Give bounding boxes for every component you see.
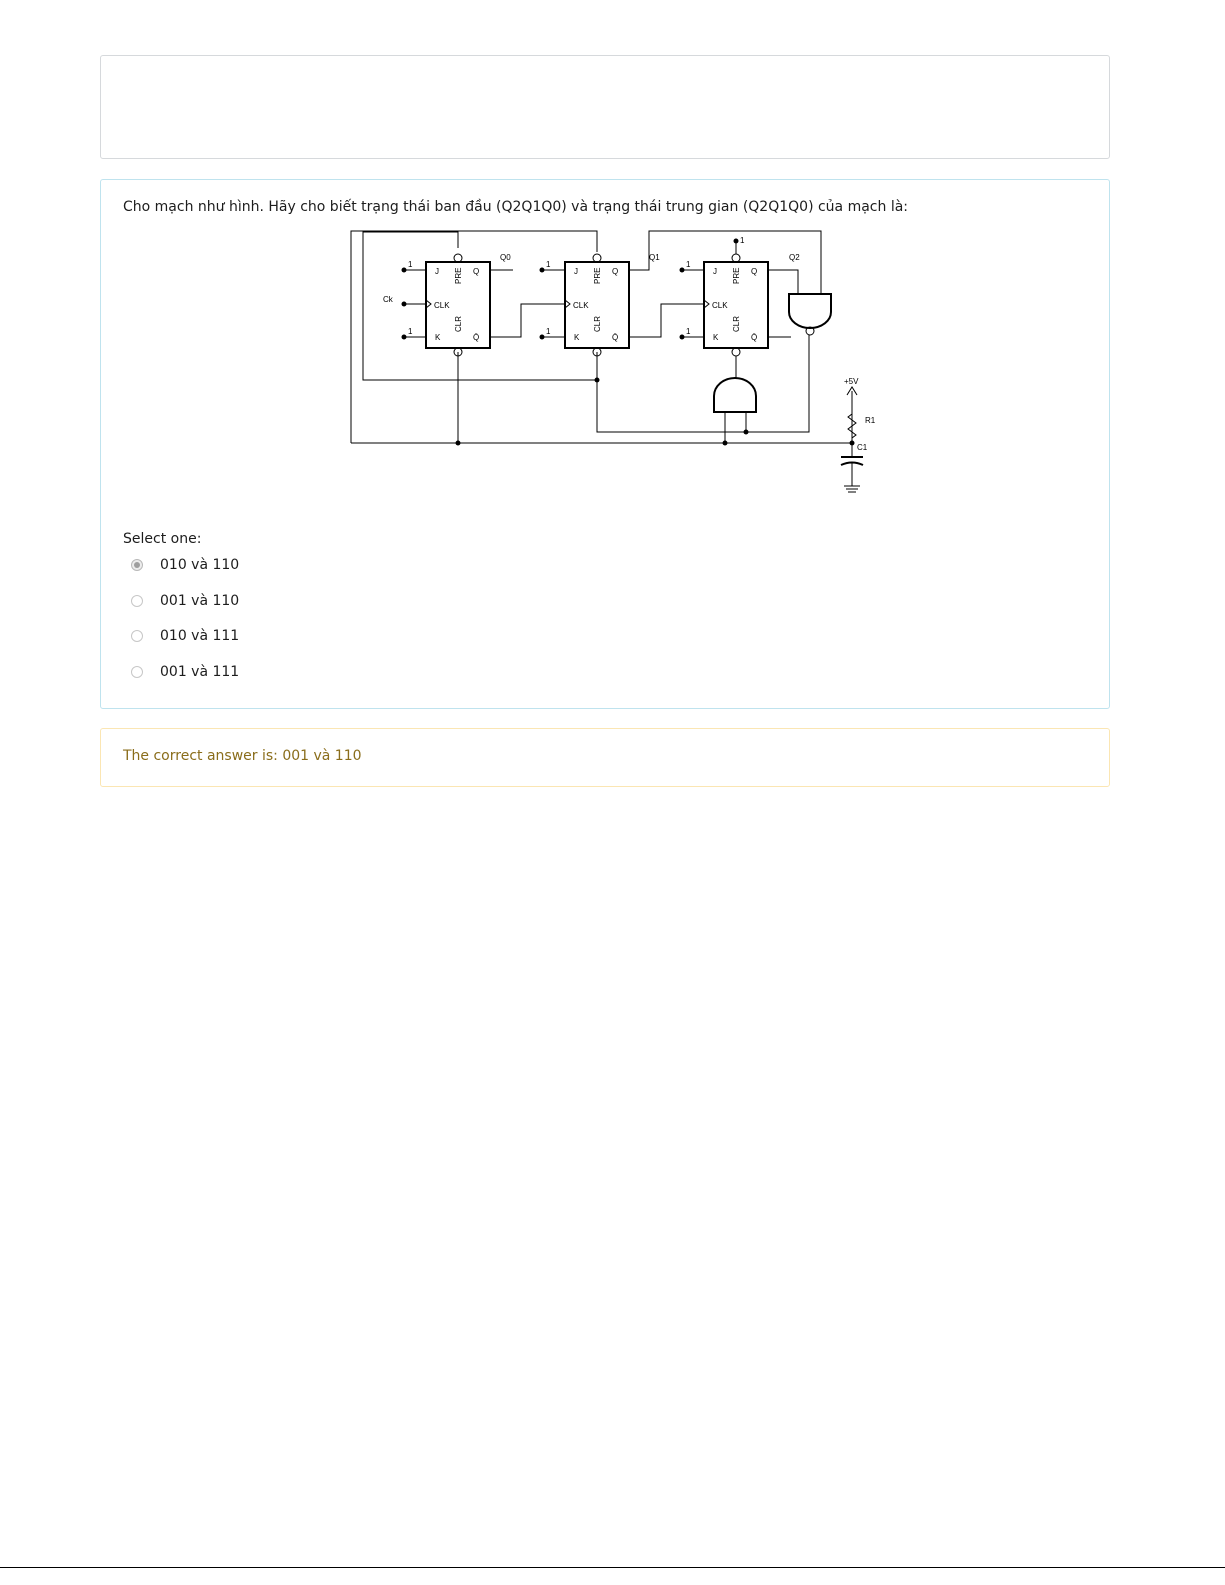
page-bottom-divider [0,1567,1225,1568]
answer-label: 010 và 110 [160,557,240,573]
svg-text:CLK: CLK [573,301,589,310]
svg-text:C1: C1 [857,443,868,452]
svg-text:1: 1 [546,260,551,269]
radio-button[interactable] [131,630,143,642]
svg-text:Q: Q [473,267,480,276]
answer-label: 001 và 111 [160,663,240,680]
svg-text:Q̄: Q̄ [751,333,758,342]
circuit-diagram [341,224,901,499]
svg-text:1: 1 [686,260,691,269]
answer-option-2[interactable] [131,593,239,629]
feedback-panel [100,728,1110,787]
question-text: Cho mạch như hình. Hãy cho biết trạng thái ban đầu (Q2Q1Q0) và trạng thái trung gian (Q2Q1Q0) của mạch là: [123,199,908,215]
svg-text:R1: R1 [865,416,876,425]
svg-text:CLK: CLK [434,301,450,310]
svg-text:1: 1 [546,327,551,336]
svg-text:1: 1 [408,260,413,269]
radio-button[interactable] [131,595,143,607]
radio-button[interactable] [131,666,143,678]
svg-text:PRE: PRE [593,267,602,284]
svg-text:CLR: CLR [732,315,741,332]
svg-text:+5V: +5V [844,377,859,386]
svg-text:Q̄: Q̄ [612,333,619,342]
answer-label: 001 và 110 [160,592,240,609]
empty-info-panel [100,55,1110,159]
correct-answer-text: The correct answer is: 001 và 110 [123,748,362,764]
svg-text:Q0: Q0 [500,253,511,262]
svg-text:CLR: CLR [593,315,602,332]
svg-text:PRE: PRE [454,267,463,284]
select-one-label: Select one: [123,531,202,547]
svg-text:K: K [713,333,719,342]
svg-text:K: K [435,333,441,342]
svg-text:K: K [574,333,580,342]
svg-text:1: 1 [408,327,413,336]
svg-text:PRE: PRE [732,267,741,284]
svg-text:Q: Q [612,267,619,276]
svg-text:Q: Q [751,267,758,276]
question-panel [100,179,1110,709]
svg-text:CLR: CLR [454,315,463,332]
radio-button[interactable] [131,559,143,571]
answer-option-3[interactable] [131,628,239,664]
svg-text:Q1: Q1 [649,253,660,262]
svg-text:Q2: Q2 [789,253,800,262]
answer-options [131,557,239,699]
svg-text:Ck: Ck [383,295,393,304]
svg-text:Q̄: Q̄ [473,333,480,342]
svg-text:J: J [435,267,439,276]
svg-text:1: 1 [740,236,745,245]
svg-text:1: 1 [686,327,691,336]
svg-text:J: J [713,267,717,276]
answer-option-4[interactable] [131,664,239,700]
answer-label: 010 và 111 [160,628,240,644]
svg-text:CLK: CLK [712,301,728,310]
svg-text:J: J [574,267,578,276]
answer-option-1[interactable] [131,557,239,593]
